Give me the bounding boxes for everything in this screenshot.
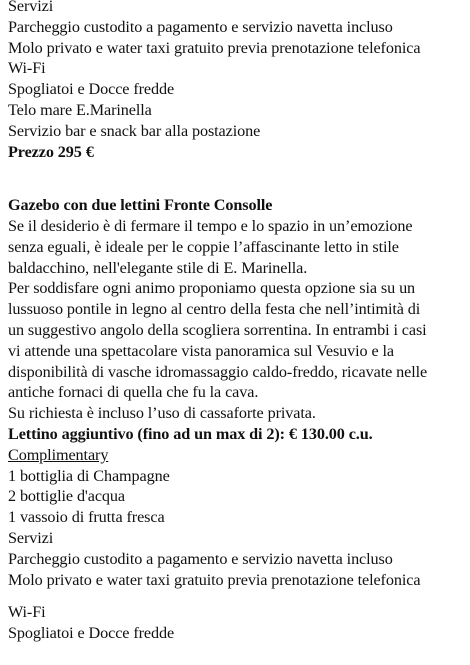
complimentary-item: 1 vassoio di frutta fresca (8, 508, 165, 527)
extra-bed-price: Lettino aggiuntivo (fino ad un max di 2): € 130.00 c.u. (8, 424, 373, 443)
complimentary-item: 1 bottiglia di Champagne (8, 466, 170, 485)
document-page (8, 0, 468, 644)
description-line: lussuoso pontile in legno al centro della festa che nell’intimità di (8, 300, 421, 319)
description-line: antiche fornaci di quella che fu la cava. (8, 383, 259, 402)
description-line: disponibilità di vasche idromassaggio caldo-freddo, ricavate nelle (8, 362, 428, 381)
service-item: Spogliatoi e Docce fredde (8, 624, 175, 643)
complimentary-heading: Complimentary (8, 445, 109, 464)
description-line: Per soddisfare ogni animo proponiamo questa opzione sia su un (8, 279, 416, 298)
section-title: Gazebo con due lettini Fronte Consolle (8, 196, 273, 215)
description-line: baldacchino, nell'elegante stile di E. Marinella. (8, 258, 308, 277)
description-line: vi attende una spettacolare vista panoramica sul Vesuvio e la (8, 341, 395, 360)
service-item: Telo mare E.Marinella (8, 100, 152, 119)
complimentary-item: 2 bottiglie d'acqua (8, 487, 125, 506)
description-line: un suggestivo angolo della scogliera sorrentina. In entrambi i casi (8, 320, 427, 339)
service-item: Wi-Fi (8, 603, 46, 622)
spacer (8, 162, 468, 183)
description-line: senza eguali, è ideale per le coppie l’affascinante letto in stile (8, 237, 399, 256)
services-heading: Servizi (8, 0, 54, 15)
service-item: Molo privato e water taxi gratuito previa prenotazione telefonica (8, 570, 421, 589)
description-line: Su richiesta è incluso l’uso di cassaforte privata. (8, 404, 316, 423)
service-item: Parcheggio custodito a pagamento e servizio navetta incluso (8, 17, 393, 36)
spacer (8, 590, 468, 602)
spacer (8, 183, 468, 195)
service-item: Servizio bar e snack bar alla postazione (8, 121, 261, 140)
service-item: Parcheggio custodito a pagamento e servizio navetta incluso (8, 549, 393, 568)
price-label: Prezzo 295 € (8, 142, 94, 161)
service-item: Molo privato e water taxi gratuito previa prenotazione telefonica (8, 38, 421, 57)
service-item: Spogliatoi e Docce fredde (8, 80, 175, 99)
description-line: Se il desiderio è di fermare il tempo e lo spazio in un’emozione (8, 216, 413, 235)
services-heading: Servizi (8, 528, 54, 547)
service-item: Wi-Fi (8, 59, 46, 78)
